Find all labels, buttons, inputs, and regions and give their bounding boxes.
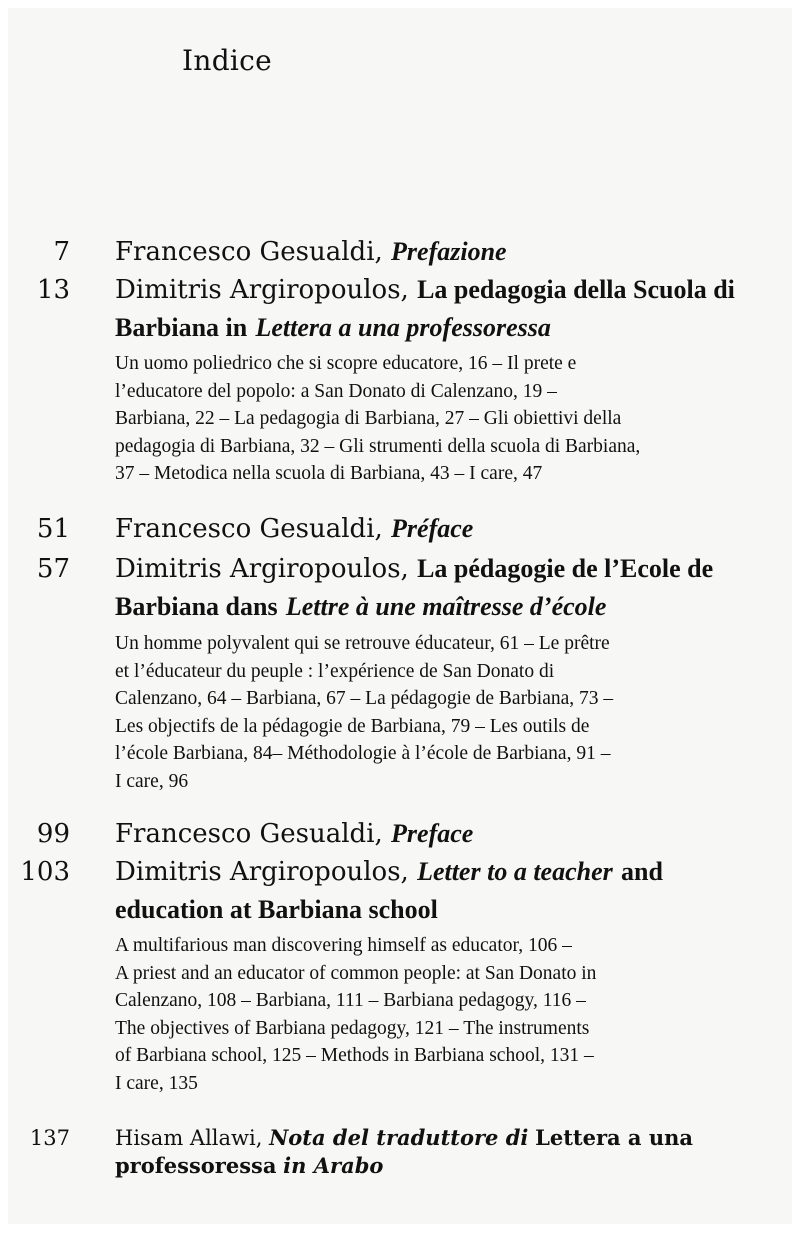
entry-heading [115,233,755,271]
subsection-line: l’educatore del popolo: a San Donato di Calenzano, 19 – [115,380,557,402]
index-page [8,8,792,1224]
page-number: 99 [36,819,70,849]
subsection-line: I care, 96 [115,770,189,792]
entry-title-cont: Barbiana in [115,313,248,342]
subsection-line: et l’éducateur du peuple : l’expérience de San Donato di [115,660,555,682]
entry-author: Francesco Gesualdi, [115,514,383,544]
entry-author: Dimitris Argiropoulos, [115,275,409,305]
entry-heading [115,815,755,853]
entry-title: Lettera a una [535,1125,693,1150]
page-title: Indice [182,44,273,77]
page-number: 103 [20,857,70,887]
entry-title: La pedagogia della Scuola di [417,275,735,304]
subsection-line: Un homme polyvalent qui se retrouve éducateur, 61 – Le prêtre [115,633,610,654]
page-number: 51 [36,514,70,544]
entry-author: Dimitris Argiropoulos, [115,554,409,584]
subsection-line: Calenzano, 64 – Barbiana, 67 – La pédagogie de Barbiana, 73 – [115,688,614,709]
subsection-line: l’école Barbiana, 84– Méthodologie à l’école de Barbiana, 91 – [115,743,611,764]
subsection-line: Barbiana, 22 – La pedagogia di Barbiana, 27 – Gli obiettivi della [115,408,622,429]
subsection-line: I care, 135 [115,1072,198,1094]
entry-heading [115,1124,755,1180]
entry-heading [115,510,755,548]
entry-subsections [115,932,735,1097]
subsection-line: 37 – Metodica nella scuola di Barbiana, 43 – I care, 47 [115,463,543,484]
entry-title: Preface [391,819,474,848]
page-number: 57 [36,554,70,584]
subsection-line: Calenzano, 108 – Barbiana, 111 – Barbiana pedagogy, 116 – [115,990,586,1011]
entry-title-cont: Barbiana dans [115,592,278,621]
entry-title-italic: Lettera a una professoressa [255,313,551,342]
entry-author: Hisam Allawi, [115,1126,263,1150]
entry-heading [115,271,755,347]
entry-author: Dimitris Argiropoulos, [115,857,409,887]
entry-title-italic: Letter to a teacher [417,857,613,886]
entry-author: Francesco Gesualdi, [115,237,383,267]
entry-title-cont: professoressa [115,1153,277,1178]
entry-title: La pédagogie de l’Ecole de [417,554,714,583]
subsection-line: A multifarious man discovering himself as educator, 106 – [115,935,572,956]
entry-subsections [115,350,735,488]
entry-heading [115,853,755,929]
entry-title-italic: Lettre à une maîtresse d’école [285,592,607,621]
entry-title: Préface [391,514,474,543]
subsection-line: of Barbiana school, 125 – Methods in Barbiana school, 131 – [115,1045,594,1066]
subsection-line: A priest and an educator of common people: at San Donato in [115,962,597,984]
page-number: 137 [29,1126,70,1150]
subsection-line: The objectives of Barbiana pedagogy, 121 – The instruments [115,1017,590,1039]
entry-subsections [115,630,735,795]
page-number: 7 [53,237,70,267]
entry-author: Francesco Gesualdi, [115,819,383,849]
subsection-line: pedagogia di Barbiana, 32 – Gli strumenti della scuola di Barbiana, [115,435,641,457]
entry-title-italic: Nota del traduttore di [269,1125,529,1150]
subsection-line: Les objectifs de la pédagogie de Barbiana, 79 – Les outils de [115,715,590,737]
entry-title: Prefazione [391,237,507,266]
entry-heading [115,550,755,626]
entry-title-cont: education at Barbiana school [115,895,438,924]
subsection-line: Un uomo poliedrico che si scopre educatore, 16 – Il prete e [115,353,577,374]
page-number: 13 [36,275,70,305]
entry-title: and [621,857,663,886]
entry-title-italic-2: in Arabo [283,1153,384,1178]
